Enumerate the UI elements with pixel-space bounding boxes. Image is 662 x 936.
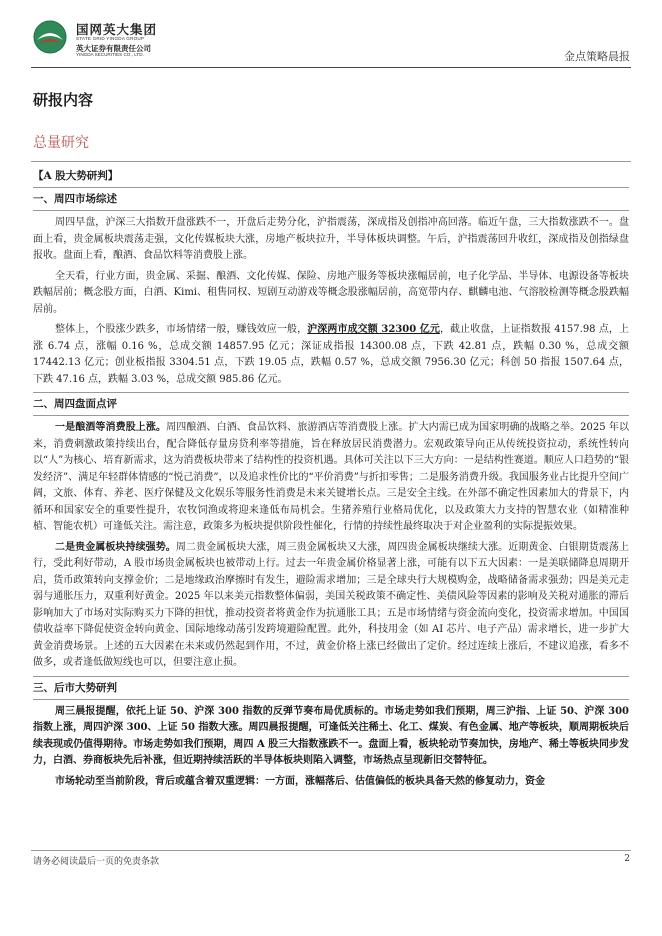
s1-paragraph-2: 全天看，行业方面，贵金属、采掘、酿酒、文化传媒、保险、房地产服务等板块涨幅居前，电子化学品、半导体、电源设备等板块跌幅居前；概念股方面，白酒、Kimi、租售同权、短剧互动游戏等概念股涨幅居前，高宽带内存、麒麟电池、气溶胶检测等概念股跌幅居前。 bbox=[33, 270, 629, 315]
section-title: 研报内容 bbox=[33, 91, 94, 109]
section-heading-1: 一、周四市场综述 bbox=[33, 187, 629, 211]
page-header bbox=[0, 0, 662, 70]
topic-label: 【A 股大势研判】 bbox=[33, 170, 119, 182]
subsidiary-name-cn: 英大证券有限责任公司 bbox=[76, 44, 151, 53]
footer-divider bbox=[31, 850, 631, 851]
company-name-en: STATE GRID YINGDA GROUP bbox=[76, 36, 145, 41]
s2-paragraph-1 bbox=[33, 420, 629, 536]
section-heading-2: 二、周四盘面点评 bbox=[33, 392, 629, 416]
s2-p1-body: 周四酿酒、白酒、食品饮料、旅游酒店等消费股上涨。扩大内需已成为国家明确的战略之举。2025 年以来，消费刺激政策持续出台，配合降低存量房贷利率等措施，旨在释放居民消费潜力。宏观政策导向正从传统投资拉动，系统性转向以“人”为核心、培育新需求，这为消费板块带来了结构性的投资机遇。具体可关注以下三大方向：一是结构性赛道。顺应人口趋势的“银发经济”、满足年轻群体情感的“悦己消费”，以及追求性价比的“平价消费”与折扣零售；二是服务消费升级。我国服务业占比提升空间广阔，文旅、体育、养老、医疗保健及文化娱乐等服务性消费是未来关键增长点。三是安全主线。在外部不确定性因素加大的背景下，内循环和国家安全的重要性提升，农牧饲渔或将迎来逢低布局机会。生猪养殖行业格局优化，以及政策大力支持的智慧农业（如精准种植、智能农机）可逢低关注。需注意，政策多为板块提供阶段性催化，行情的持续性最终取决于对企业盈利的实际提振效果。 bbox=[33, 422, 629, 532]
section-heading-3: 三、后市大势研判 bbox=[33, 676, 629, 700]
subsidiary-name-en: YINGDA SECURITIES CO., LTD. bbox=[76, 52, 144, 57]
s2-p2-lead: 二是贵金属板块持续强势。 bbox=[55, 541, 176, 553]
s1-paragraph-1: 周四早盘，沪深三大指数开盘涨跌不一，开盘后走势分化，沪指震荡，深成指及创指冲高回落。临近午盘，三大指数涨跌不一。盘面上看，贵金属板块震荡走强，文化传媒板块大涨，房地产板块拉升，半导体板块调整。午后，沪指震荡回升收红，深成指及创指绿盘报收。盘面上看，酿酒、食品饮料等消费股上涨。 bbox=[33, 217, 629, 261]
s1-p3-post: ，截止收盘，上证指数报 4157.98 点，上涨 6.74 点，涨幅 0.16 %，总成交额 14857.95 亿元；深证成指报 14300.08 点，下跌 42.81 点，跌幅 0.30 %，总成交额 17442.13 亿元；创业板指报 3304.51 点，下跌 19.05 点，跌幅 0.57 %，总成交额 7956.30 亿元；科创 50 指报 1507.64 点，下跌 47.16 点，跌幅 3.03 %，总成交额 985.86 亿元。 bbox=[33, 324, 629, 385]
company-name-cn: 国网英大集团 bbox=[76, 23, 158, 37]
header-divider bbox=[31, 67, 631, 68]
footer-disclaimer: 请务必阅读最后一页的免责条款 bbox=[33, 857, 160, 867]
company-logo-icon bbox=[33, 20, 67, 54]
s3-paragraph-2: 市场轮动至当前阶段，背后或蕴含着双重逻辑：一方面，涨幅落后、估值偏低的板块具备天然的修复动力，资金 bbox=[55, 775, 545, 787]
s1-p3-pre: 整体上，个股涨少跌多，市场情绪一般，赚钱效应一般， bbox=[55, 324, 308, 335]
report-body bbox=[33, 165, 629, 790]
s2-p1-lead: 一是酿酒等消费股上涨。 bbox=[55, 422, 167, 433]
category-title: 总量研究 bbox=[33, 135, 89, 151]
page-number: 2 bbox=[624, 854, 630, 864]
turnover-highlight: 沪深两市成交额 32300 亿元 bbox=[307, 324, 440, 335]
report-type: 金点策略晨报 bbox=[564, 51, 630, 63]
s2-paragraph-2 bbox=[33, 540, 629, 672]
s2-p2-body: 周二贵金属板块大涨，周三贵金属板块又大涨，周四贵金属板块继续大涨。近期黄金、白银期货震荡上行，受此利好带动，A 股市场贵金属板块也被带动上行。过去一年贵金属价格显著上涨，可能有以下五大因素：一是美联储降息周期开启，货币政策转向支撑金价；二是地缘政治摩擦时有发生，避险需求增加；三是全球央行大规模购金，战略储备需求强劲；四是美元走弱与通胀压力，双重利好黄金。2025 年以来美元指数整体偏弱，美国关税政策不确定性、美债风险等因素的影响及关税对通胀的滞后影响加大了市场对实际购买力下降的担忧，推动投资者将黄金作为抗通胀工具；五是市场情绪与资金流向变化，投资需求增加。中国国债收益率下降促使资金转向黄金、国际地缘动荡引发跨境避险配置。此外，科技用金（如 AI 芯片、电子产品）需求增长，进一步扩大黄金消费场景。上述的五大因素在未来或仍然起到作用，不过，黄金价格上涨已经做出了定价。经过连续上涨后，不建议追涨，看多不做多，或者逢低做短线也可以，但要注意止损。 bbox=[33, 541, 630, 668]
s3-paragraph-1: 周三晨报提醒，依托上证 50、沪深 300 指数的反弹节奏布局优质标的。市场走势如我们预期，周三沪指、上证 50、沪深 300 指数上涨，周四沪深 300、上证 50 指数大涨。周四晨报提醒，可逢低关注稀土、化工、煤炭、有色金属、地产等板块，顺周期板块后续表现或仍值得期待。市场走势如我们预期，周四 A 股三大指数涨跌不一。盘面上看，板块轮动节奏加快，房地产、稀土等板块同步发力，白酒、券商板块先后补涨，但近期持续活跃的半导体板块则陷入调整，市场热点呈现新旧交替特征。 bbox=[33, 705, 629, 766]
category-divider bbox=[31, 161, 631, 162]
s1-paragraph-3 bbox=[33, 322, 629, 388]
